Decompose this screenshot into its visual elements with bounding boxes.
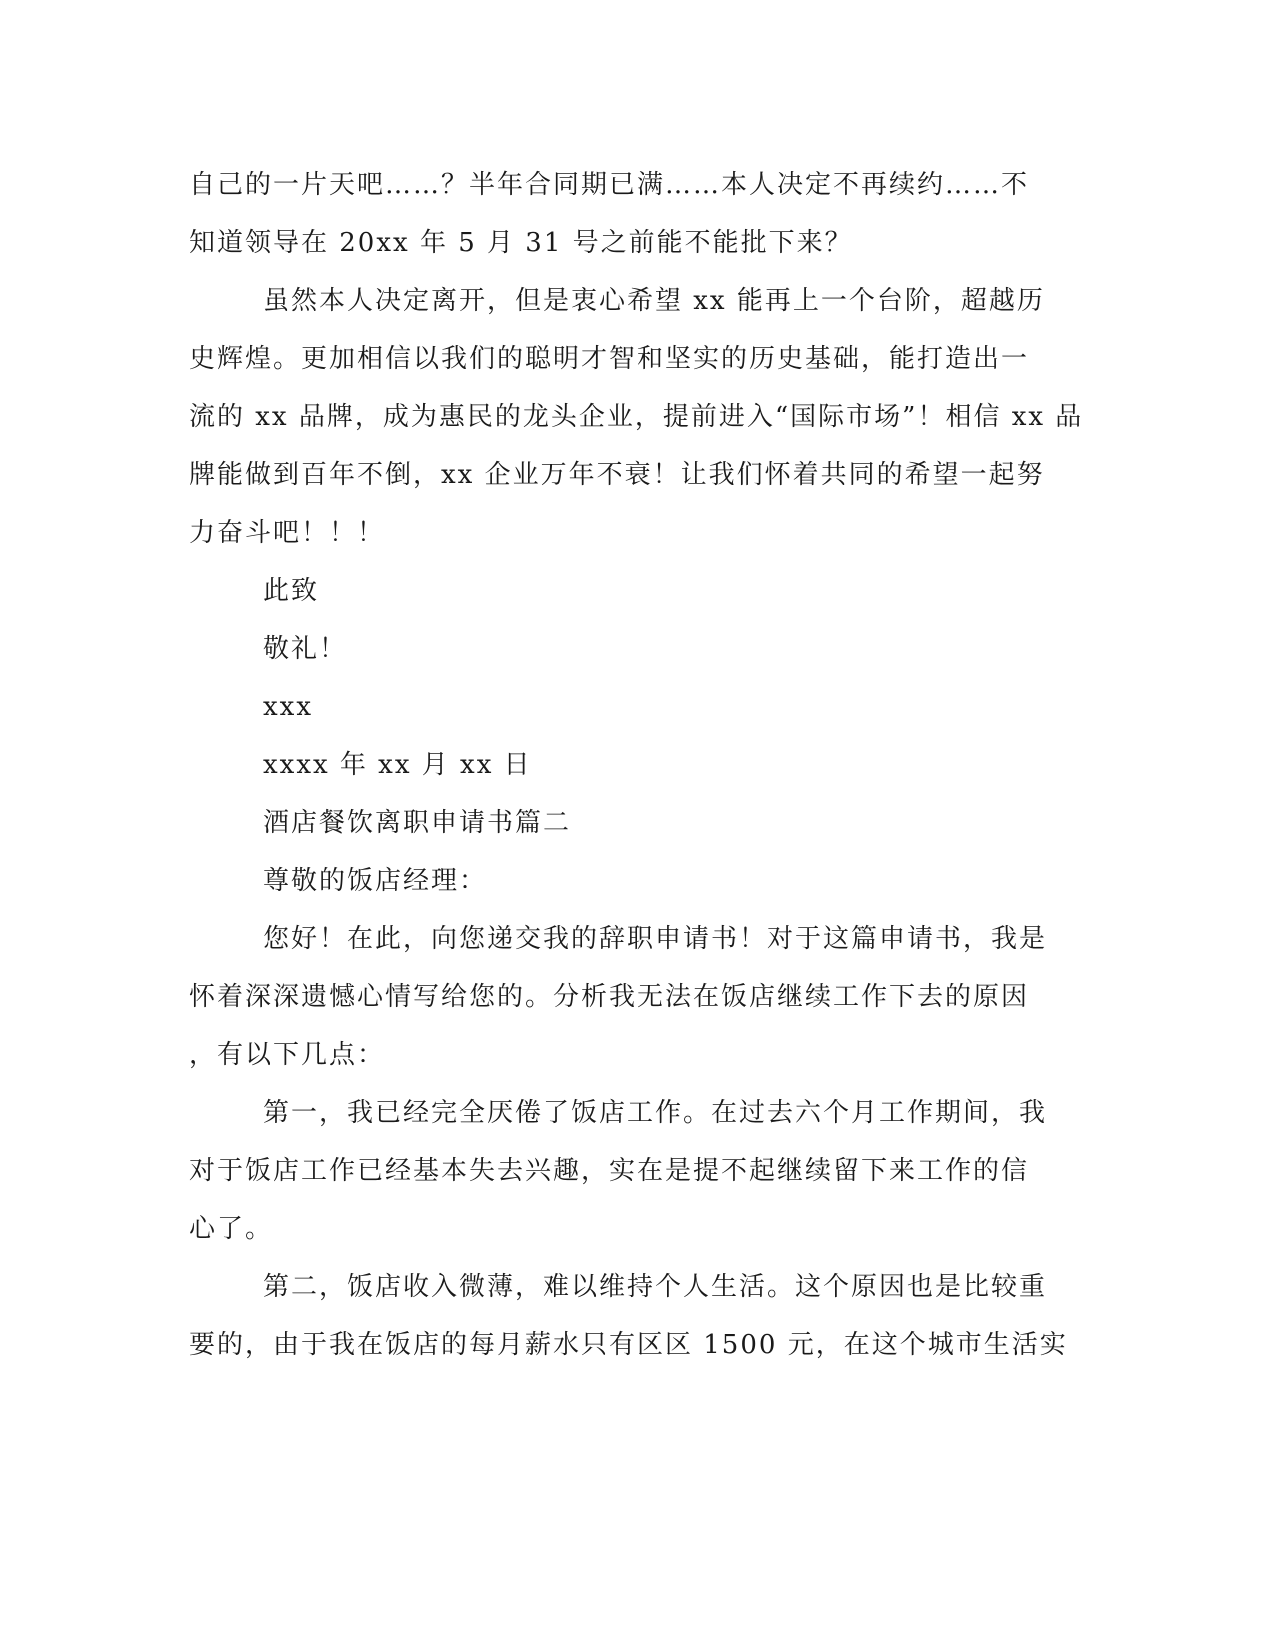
paragraph-line: 怀着深深遗憾心情写给您的。分析我无法在饭店继续工作下去的原因 (189, 982, 1030, 1012)
paragraph-line: 您好！在此，向您递交我的辞职申请书！对于这篇申请书，我是 (263, 924, 1048, 954)
paragraph-line: 心了。 (189, 1214, 274, 1244)
paragraph-line: ，有以下几点： (189, 1040, 386, 1070)
greeting: 尊敬的饭店经理： (263, 866, 488, 896)
paragraph-line: 第一，我已经完全厌倦了饭店工作。在过去六个月工作期间，我 (263, 1098, 1048, 1128)
paragraph-line: 牌能做到百年不倒，xx 企业万年不衰！让我们怀着共同的希望一起努 (189, 460, 1045, 490)
closing-salutation: 此致 (263, 576, 320, 606)
closing-regards: 敬礼！ (263, 634, 348, 664)
paragraph-line: 虽然本人决定离开，但是衷心希望 xx 能再上一个台阶，超越历 (263, 286, 1045, 316)
paragraph-line: 自己的一片天吧……？半年合同期已满……本人决定不再续约……不 (189, 170, 1030, 200)
paragraph-line: 对于饭店工作已经基本失去兴趣，实在是提不起继续留下来工作的信 (189, 1156, 1030, 1186)
paragraph-line: 知道领导在 20xx 年 5 月 31 号之前能不能批下来？ (189, 228, 853, 258)
paragraph-line: 流的 xx 品牌，成为惠民的龙头企业，提前进入“国际市场”！相信 xx 品 (189, 402, 1084, 432)
paragraph-line: 第二，饭店收入微薄，难以维持个人生活。这个原因也是比较重 (263, 1272, 1048, 1302)
paragraph-line: 力奋斗吧！！！ (189, 518, 386, 548)
signature-date: xxxx 年 xx 月 xx 日 (263, 750, 532, 780)
paragraph-line: 史辉煌。更加相信以我们的聪明才智和坚实的历史基础，能打造出一 (189, 344, 1030, 374)
section-title: 酒店餐饮离职申请书篇二 (263, 808, 572, 838)
signature-name: xxx (263, 692, 313, 722)
paragraph-line: 要的，由于我在饭店的每月薪水只有区区 1500 元，在这个城市生活实 (189, 1330, 1068, 1360)
